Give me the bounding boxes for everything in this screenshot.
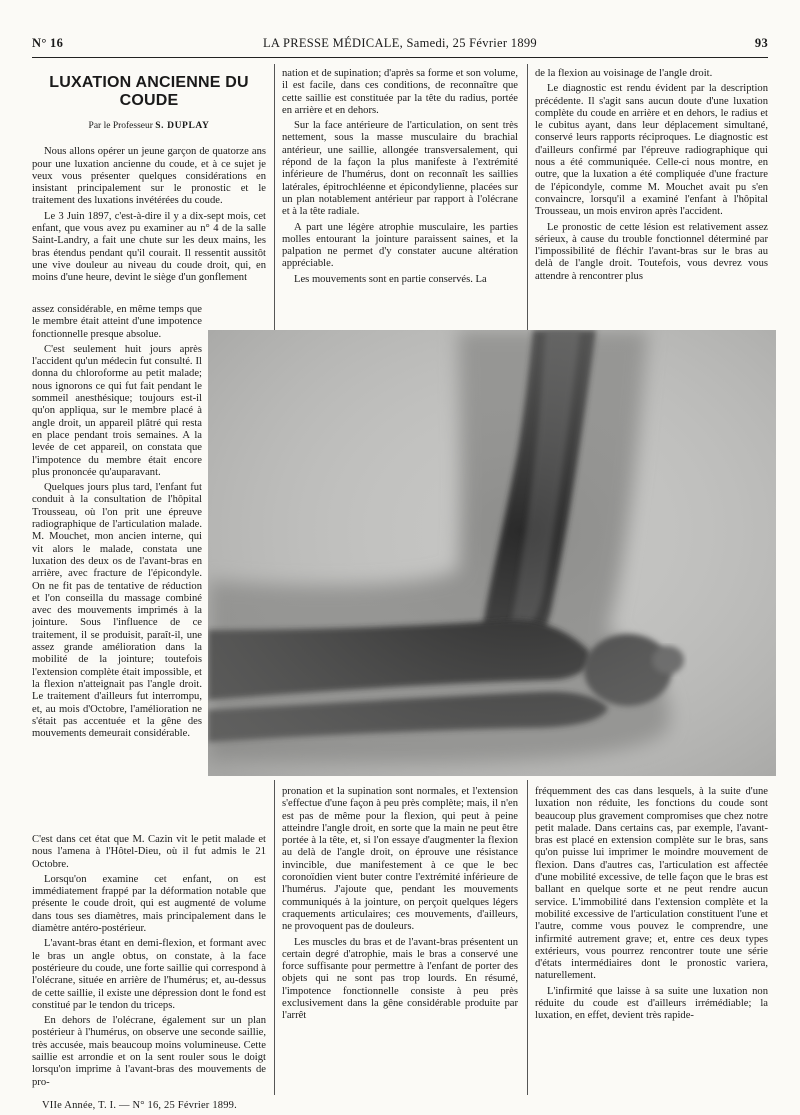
paragraph: Les mouvements sont en partie conservés. La [294, 273, 487, 285]
page-number: 93 [754, 36, 768, 50]
journal-date: LA PRESSE MÉDICALE, Samedi, 25 Février 1899 [262, 36, 537, 50]
byline-prefix: Par le Professeur [88, 121, 153, 131]
byline [32, 120, 266, 132]
paragraph: nation et de supination; d'après sa forme et son volume, il est facile, dans ces conditions, de reconnaître que cette saillie est constituée par la tête du radius, portée en arrière et en dehors. [282, 68, 518, 116]
header-rule [32, 57, 768, 58]
paragraph: Le pronostic de cette lésion est relativement assez sérieux, à cause du trouble fonctionnel déterminé par l'impossibilité de fléchir l'avant-bras sur le bras au delà de l'angle droit. Toutefois, vous devrez vous attendre à rencontrer plus [535, 221, 768, 282]
column-divider-1 [274, 64, 275, 330]
paragraph: L'avant-bras étant en demi-flexion, et formant avec le bras un angle obtus, on constate, à la face postérieure du coude, une forte saillie qui correspond à l'olécrane, située en arrière de l'humérus; et, au-dessus de cette saillie, il existe une dépression dont le fond est constitué par le tendon du triceps. [32, 938, 266, 1011]
left-column-bottom [32, 834, 266, 1094]
right-column-bottom [535, 786, 768, 1096]
paragraph: fréquemment des cas dans lesquels, à la suite d'une luxation non réduite, les fonctions du coude sont beaucoup plus gravement compromises que chez notre petit malade. Dans certains cas, par exemple, l'avant-bras est placé en extension complète sur le bras, sans qu'on puisse lui imprimer le moindre mouvement de flexion. Dans d'autres cas, l'articulation est affectée d'une mobilité excessive, de telle façon que le bras est ballant en quelque sorte et ne peut rendre aucun service. L'immobilité dans l'extension complète et la mobilité excessive de l'articulation constituent l'une et l'autre, comme vous pouvez le comprendre, une infirmité autrement grave; et, entre ces deux types extérieurs, vous pourrez rencontrer toute une série d'états intermédiaires dont le pronostic variera, naturellement. [535, 786, 768, 982]
elbow-radiograph [208, 330, 776, 776]
paragraph: Le diagnostic est rendu évident par la description précédente. Il s'agit sans aucun doute d'une luxation complète du coude en arrière et en dehors, le radius et le cubitus ayant, dans leur déplacement simultané, conservé leurs rapports réciproques. Le diagnostic est d'ailleurs confirmé par l'épreuve radiographique qui nous a été communiquée. Celle-ci nous montre, en outre, que la luxation a été compliquée d'une fracture de l'épicondyle, comme M. Mouchet avait pu s'en convaincre, lorsqu'il a examiné l'enfant à l'hôpital Trousseau, un mois environ après l'accident. [535, 83, 768, 218]
paragraph: En dehors de l'olécrane, également sur un plan postérieur à l'humérus, on observe une seconde saillie, très accusée, mais beaucoup moins volumineuse. Cette saillie est arrondie et on la sent rouler sous le doigt lorsqu'on imprime à l'avant-bras des mouvements de pro- [32, 1015, 266, 1088]
column-divider-2 [527, 64, 528, 330]
middle-column-top [282, 68, 518, 326]
paragraph: Quelques jours plus tard, l'enfant fut conduit à la consultation de l'hôpital Trousseau, où l'on prit une épreuve radiographique de l'articulation malade. M. Mouchet, mon ancien interne, qui vit alors le malade, constata une luxation des deux os de l'avant-bras en arrière, avec fracture de l'épicondyle. On ne fit pas de tentative de réduction et l'on conseilla du massage combiné avec des mouvements imprimés à la jointure. Sous l'influence de ce traitement, il se produisit, paraît-il, une assez grande amélioration dans la mobilité de la jointure; toutefois l'extension complète était impossible, et la flexion n'atteignait pas l'angle droit. Le traitement d'ailleurs fut interrompu, et, au mois d'Octobre, l'amélioration ne s'était pas accentuée et la gêne des mouvements demeurait considérable. [32, 482, 202, 740]
paragraph: Sur la face antérieure de l'articulation, on sent très nettement, sous la masse musculaire du brachial antérieur, une saillie, allongée transversalement, qui répond de la façon la plus manifeste à l'extrémité inférieure de l'humérus, dont on reconnaît les saillies latérales, épitrochléenne et épicondylienne, placées sur un plan notablement antérieur par rapport à l'olécrane et à la tête radiale. [282, 120, 518, 218]
paragraph: A part une légère atrophie musculaire, les parties molles entourant la jointure paraissent saines, et la palpation ne permet d'y constater aucune altération appréciable. [282, 221, 518, 270]
issue-number: N° 16 [32, 36, 64, 50]
column-divider-4 [527, 780, 528, 1095]
footer-issue-line: VIIe Année, T. I. — N° 16, 25 Février 1899. [42, 1100, 237, 1111]
paragraph: assez considérable, en même temps que le membre était atteint d'une impotence fonctionnelle presque absolue. [32, 304, 202, 340]
paragraph: Le 3 Juin 1897, c'est-à-dire il y a dix-sept mois, cet enfant, que vous avez pu examiner au n° 4 de la salle Saint-Landry, a fait une chute sur les deux mains, les bras étendus pendant qu'il courait. Il ressentit aussitôt une vive douleur au niveau du coude droit, qui, en moins d'une heure, devint le siège d'un gonflement [32, 210, 266, 284]
paragraph: Les muscles du bras et de l'avant-bras présentent un certain degré d'atrophie, mais le bras a conservé une force suffisante pour permettre à l'enfant de porter des objets qui ne sont pas trop lourds. En résumé, l'impotence fonctionnelle consiste à peu près exclusivement dans la gêne considérable produite par l'arrêt [282, 936, 518, 1022]
paragraph: L'infirmité que laisse à sa suite une luxation non réduite du coude est d'ailleurs irrémédiable; la luxation, en effet, devient très rapide- [535, 985, 768, 1022]
paragraph: de la flexion au voisinage de l'angle droit. [535, 68, 713, 79]
left-column-narrow [32, 304, 202, 834]
middle-column-bottom [282, 786, 518, 1096]
paragraph: Nous allons opérer un jeune garçon de quatorze ans pour une luxation ancienne du coude, et à ce sujet je veux vous présenter quelques considérations en insistant principalement sur le pronostic et le traitement des luxations invétérées du coude. [32, 146, 266, 207]
paragraph: C'est dans cet état que M. Cazin vit le petit malade et nous l'amena à l'Hôtel-Dieu, où il fut admis le 21 Octobre. [32, 834, 266, 870]
right-column-top [535, 68, 768, 326]
paragraph: pronation et la supination sont normales, et l'extension s'effectue d'une façon à peu près complète; mais, il n'en est pas de même pour la flexion, qui peut à peine atteindre l'angle droit, en sorte que la main ne peut être portée à la tête, et, si l'on essaye d'augmenter la flexion au delà de l'angle droit, on éprouve une résistance invincible, due manifestement à ce que le bec coronoïdien vient buter contre l'extrémité inférieure de l'humérus. J'ajoute que, pendant les mouvements communiqués à la jointure, on perçoit quelques légers craquements articulaires; ces mouvements, d'ailleurs, ne provoquent pas de douleurs. [282, 786, 518, 933]
left-column-top [32, 74, 266, 288]
paragraph: Lorsqu'on examine cet enfant, on est immédiatement frappé par la déformation notable que présente le coude droit, qui est augmenté de volume dans tous ses diamètres, mais principalement dans le diamètre antéro-postérieur. [32, 873, 266, 935]
author-name: S. DUPLAY [155, 121, 210, 131]
article-title: LUXATION ANCIENNE DU COUDE [49, 74, 249, 109]
paragraph: C'est seulement huit jours après l'accident qu'un médecin fut consulté. Il donna du chloroforme au petit malade; nous ignorons ce qui fut fait pendant le sommeil anesthésique; toujours est-il qu'on appliqua, sur le membre placé à angle droit, un appareil plâtré qui resta en place pendant trois semaines. A la levée de cet appareil, on constata que l'impotence du membre était encore plus prononcée qu'auparavant. [32, 343, 202, 478]
running-header [32, 36, 768, 54]
column-divider-3 [274, 780, 275, 1095]
radiograph-image [208, 330, 776, 776]
